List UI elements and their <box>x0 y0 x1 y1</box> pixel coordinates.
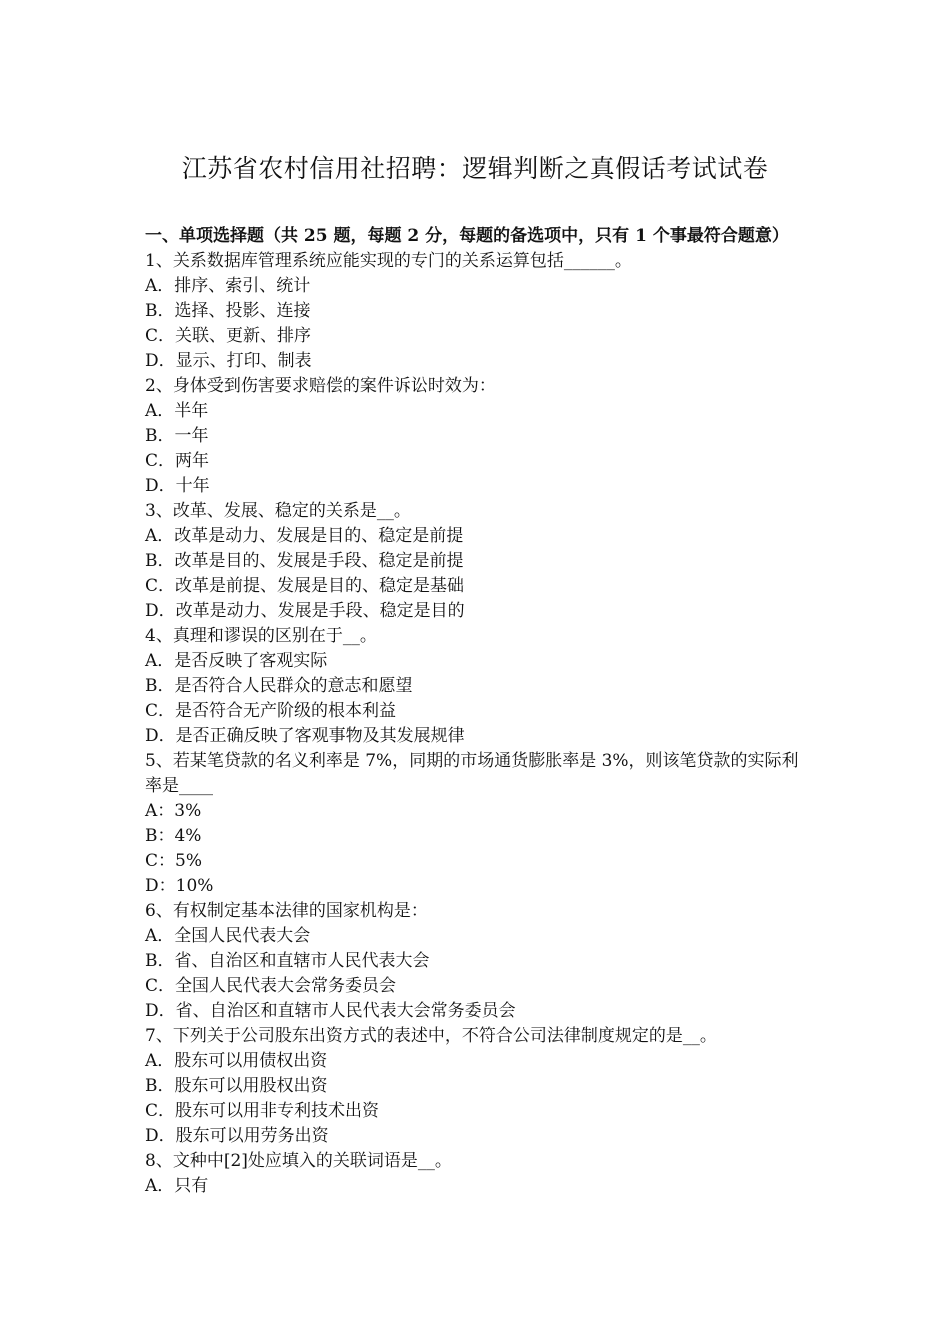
document-body <box>145 224 815 1199</box>
option-a: A：3% <box>145 801 202 821</box>
question-stem: 7、下列关于公司股东出资方式的表述中，不符合公司法律制度规定的是__。 <box>145 1026 717 1046</box>
question-1 <box>145 249 815 374</box>
option-c: C．股东可以用非专利技术出资 <box>145 1101 380 1121</box>
option-b: B．选择、投影、连接 <box>145 301 311 321</box>
option-b: B．改革是目的、发展是手段、稳定是前提 <box>145 551 464 571</box>
question-stem: 1、关系数据库管理系统应能实现的专门的关系运算包括______。 <box>145 251 632 271</box>
option-b: B．股东可以用股权出资 <box>145 1076 328 1096</box>
option-a: A．排序、索引、统计 <box>145 276 311 296</box>
option-a: A．半年 <box>145 401 209 421</box>
option-a: A．只有 <box>145 1176 209 1196</box>
option-c: C．是否符合无产阶级的根本利益 <box>145 701 397 721</box>
question-stem: 2、身体受到伤害要求赔偿的案件诉讼时效为： <box>145 376 496 396</box>
question-stem: 3、改革、发展、稳定的关系是__。 <box>145 501 411 521</box>
option-d: D．省、自治区和直辖市人民代表大会常务委员会 <box>145 1001 516 1021</box>
option-a: A．改革是动力、发展是目的、稳定是前提 <box>145 526 464 546</box>
option-b: B．省、自治区和直辖市人民代表大会 <box>145 951 430 971</box>
question-7 <box>145 1024 815 1149</box>
option-d: D：10% <box>145 876 214 896</box>
option-c: C．改革是前提、发展是目的、稳定是基础 <box>145 576 465 596</box>
question-4 <box>145 624 815 749</box>
question-2 <box>145 374 815 499</box>
question-6 <box>145 899 815 1024</box>
option-d: D．显示、打印、制表 <box>145 351 312 371</box>
option-a: A．是否反映了客观实际 <box>145 651 328 671</box>
question-3 <box>145 499 815 624</box>
question-8 <box>145 1149 815 1199</box>
section-heading: 一、单项选择题（共 25 题，每题 2 分，每题的备选项中，只有 1 个事最符合题意） <box>145 226 789 246</box>
question-5 <box>145 749 815 899</box>
option-d: D．十年 <box>145 476 210 496</box>
question-stem: 6、有权制定基本法律的国家机构是： <box>145 901 428 921</box>
option-a: A．全国人民代表大会 <box>145 926 311 946</box>
option-b: B．是否符合人民群众的意志和愿望 <box>145 676 413 696</box>
option-a: A．股东可以用债权出资 <box>145 1051 328 1071</box>
option-b: B：4% <box>145 826 202 846</box>
option-c: C．全国人民代表大会常务委员会 <box>145 976 397 996</box>
option-d: D．是否正确反映了客观事物及其发展规律 <box>145 726 465 746</box>
option-d: D．改革是动力、发展是手段、稳定是目的 <box>145 601 465 621</box>
option-c: C．两年 <box>145 451 210 471</box>
question-stem: 5、若某笔贷款的名义利率是 7%，同期的市场通货膨胀率是 3%，则该笔贷款的实际利率是____ <box>145 751 799 796</box>
option-c: C．关联、更新、排序 <box>145 326 312 346</box>
document-title: 江苏省农村信用社招聘：逻辑判断之真假话考试试卷 <box>181 154 769 183</box>
option-c: C：5% <box>145 851 202 871</box>
option-b: B．一年 <box>145 426 209 446</box>
option-d: D．股东可以用劳务出资 <box>145 1126 329 1146</box>
question-stem: 4、真理和谬误的区别在于__。 <box>145 626 377 646</box>
question-stem: 8、文种中[2]处应填入的关联词语是__。 <box>145 1151 452 1171</box>
